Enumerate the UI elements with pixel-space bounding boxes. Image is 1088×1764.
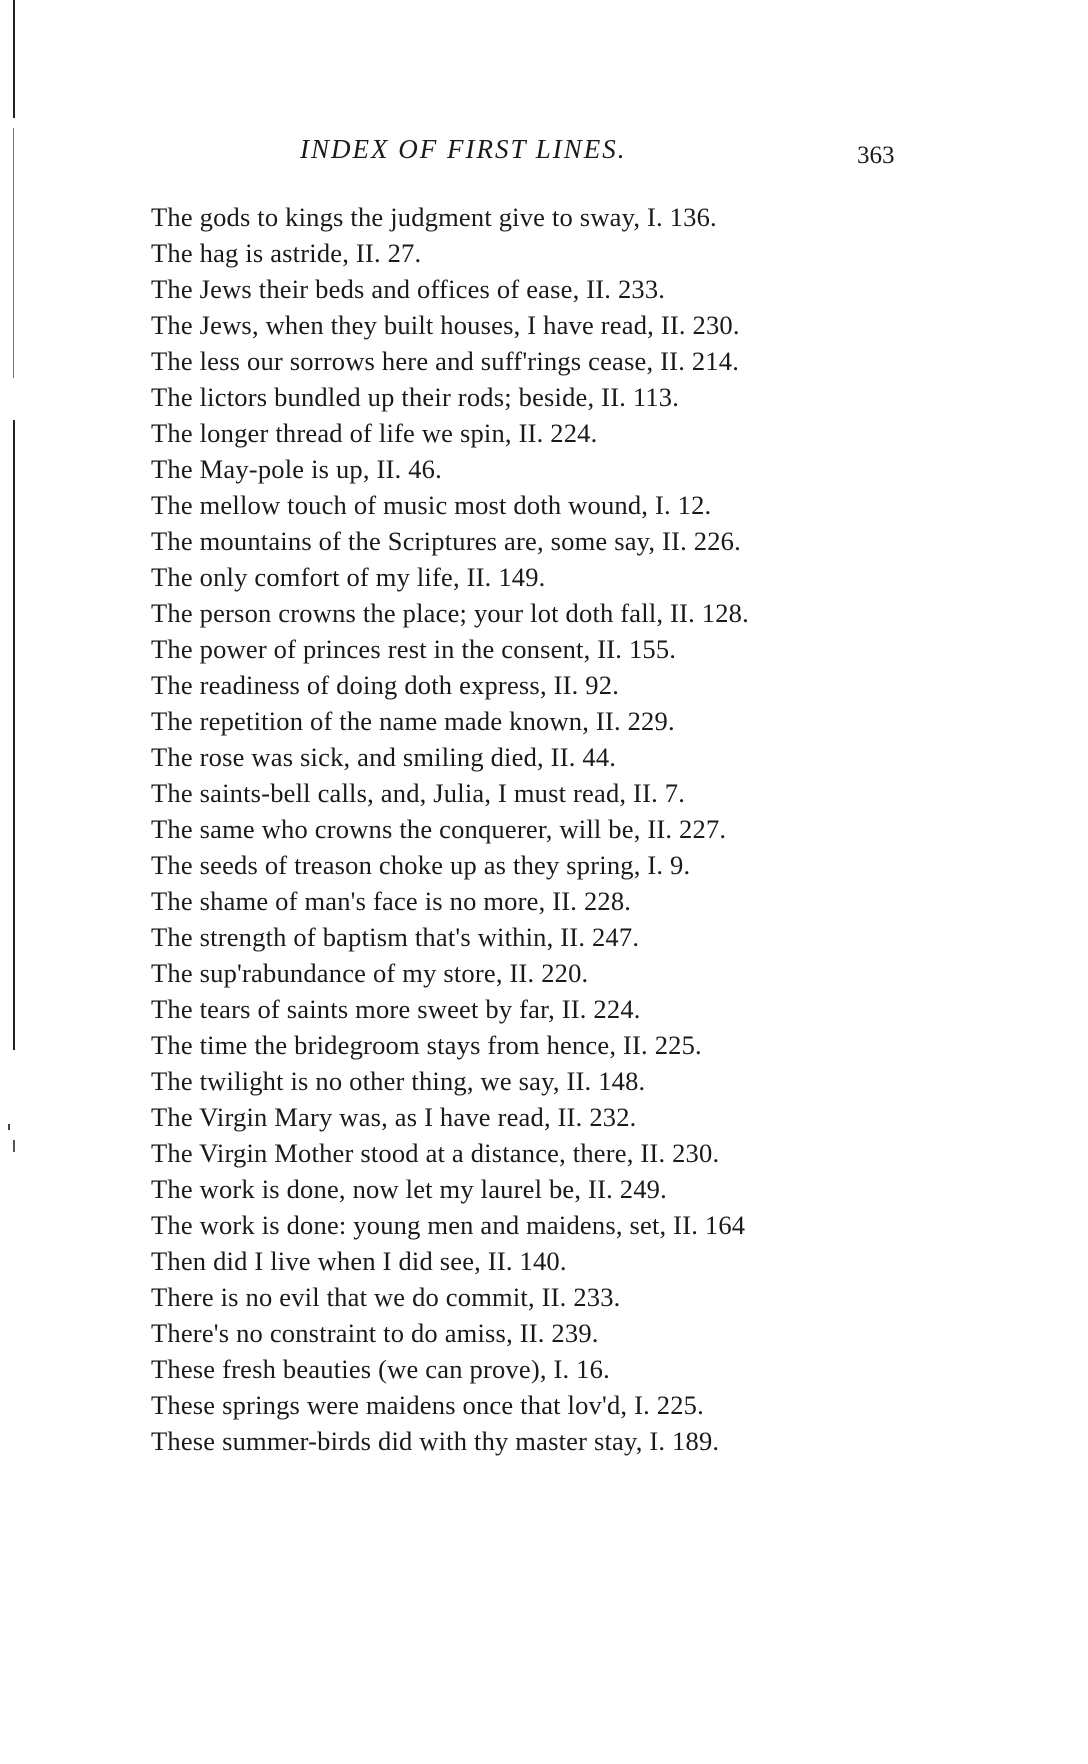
index-entry: The Virgin Mary was, as I have read, II. 232. <box>151 1102 637 1132</box>
index-entry: These fresh beauties (we can prove), I. 16. <box>151 1354 610 1384</box>
index-entry: The longer thread of life we spin, II. 224. <box>151 418 598 448</box>
index-entry: The seeds of treason choke up as they spring, I. 9. <box>151 850 691 880</box>
index-entry: The rose was sick, and smiling died, II. 44. <box>151 742 617 772</box>
index-entry-list <box>151 199 931 1459</box>
binding-edge-mark <box>8 1124 10 1130</box>
index-entry: The repetition of the name made known, II. 229. <box>151 706 675 736</box>
index-entry: The sup'rabundance of my store, II. 220. <box>151 958 589 988</box>
binding-edge-mark <box>13 0 15 118</box>
index-entry: The work is done: young men and maidens, set, II. 164 <box>151 1210 746 1240</box>
index-entry: The person crowns the place; your lot doth fall, II. 128. <box>151 598 749 628</box>
index-entry: The readiness of doing doth express, II. 92. <box>151 670 620 700</box>
binding-edge-mark <box>13 1140 15 1152</box>
index-entry: The Jews, when they built houses, I have read, II. 230. <box>151 310 740 340</box>
index-entry: The tears of saints more sweet by far, II. 224. <box>151 994 641 1024</box>
page-header <box>140 134 900 178</box>
index-entry: The mellow touch of music most doth wound, I. 12. <box>151 490 712 520</box>
index-entry: The saints-bell calls, and, Julia, I must read, II. 7. <box>151 778 686 808</box>
binding-edge-mark <box>13 128 14 378</box>
index-entry: The hag is astride, II. 27. <box>151 238 422 268</box>
binding-edge-mark <box>13 420 15 1050</box>
index-entry: The lictors bundled up their rods; beside, II. 113. <box>151 382 680 412</box>
index-entry: These springs were maidens once that lov'd, I. 225. <box>151 1390 704 1420</box>
index-entry: These summer-birds did with thy master stay, I. 189. <box>151 1426 720 1456</box>
index-entry: The less our sorrows here and suff'rings cease, II. 214. <box>151 346 740 376</box>
running-title: INDEX OF FIRST LINES. <box>300 134 627 164</box>
index-entry: The time the bridegroom stays from hence, II. 225. <box>151 1030 702 1060</box>
index-entry: The work is done, now let my laurel be, II. 249. <box>151 1174 667 1204</box>
index-entry: The only comfort of my life, II. 149. <box>151 562 546 592</box>
index-entry: The gods to kings the judgment give to sway, I. 136. <box>151 202 717 232</box>
index-entry: The Virgin Mother stood at a distance, there, II. 230. <box>151 1138 720 1168</box>
index-entry: The power of princes rest in the consent, II. 155. <box>151 634 677 664</box>
index-entry: The Jews their beds and offices of ease, II. 233. <box>151 274 666 304</box>
index-entry: The twilight is no other thing, we say, II. 148. <box>151 1066 646 1096</box>
page-number: 363 <box>857 142 895 169</box>
index-entry: There is no evil that we do commit, II. 233. <box>151 1282 621 1312</box>
index-entry: There's no constraint to do amiss, II. 239. <box>151 1318 599 1348</box>
index-entry: The strength of baptism that's within, II. 247. <box>151 922 640 952</box>
index-entry: The shame of man's face is no more, II. 228. <box>151 886 632 916</box>
index-entry: Then did I live when I did see, II. 140. <box>151 1246 567 1276</box>
index-entry: The same who crowns the conquerer, will be, II. 227. <box>151 814 727 844</box>
index-entry: The May-pole is up, II. 46. <box>151 454 442 484</box>
index-entry: The mountains of the Scriptures are, some say, II. 226. <box>151 526 741 556</box>
